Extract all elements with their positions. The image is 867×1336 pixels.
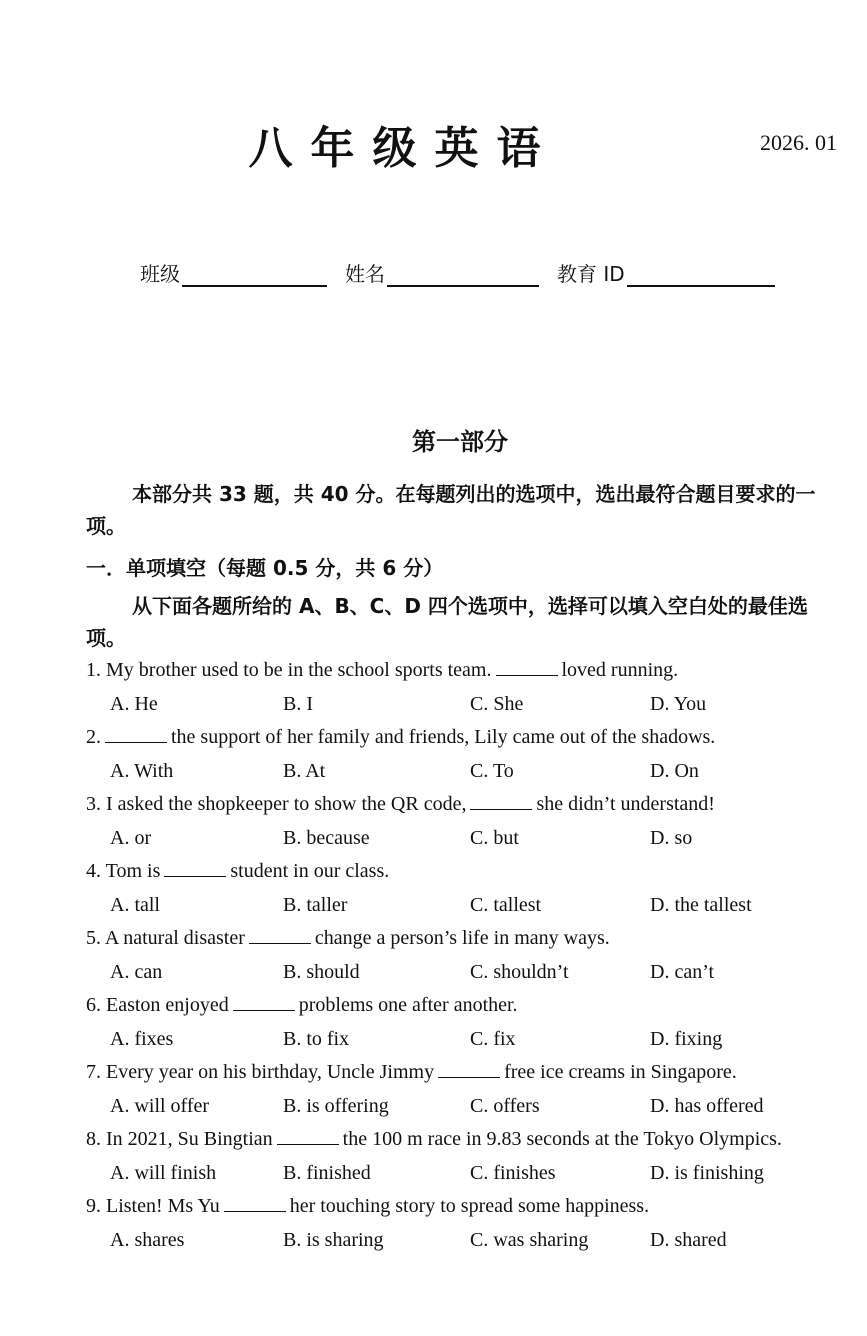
question-9 <box>86 1192 846 1220</box>
option-d[interactable]: D. shared <box>650 1229 727 1251</box>
option-a[interactable]: A. shares <box>110 1229 185 1251</box>
option-b[interactable]: B. At <box>283 760 326 782</box>
answer-blank <box>249 925 311 944</box>
answer-blank <box>470 791 532 810</box>
option-a[interactable]: A. He <box>110 693 158 715</box>
question-7 <box>86 1058 846 1086</box>
option-a[interactable]: A. fixes <box>110 1028 174 1050</box>
option-b[interactable]: B. I <box>283 693 313 715</box>
question-text: student in our class. <box>230 860 390 882</box>
question-text: the support of her family and friends, Lily came out of the shadows. <box>171 726 716 748</box>
option-b[interactable]: B. because <box>283 827 370 849</box>
class-blank-line[interactable] <box>182 263 327 287</box>
name-blank-line[interactable] <box>387 263 539 287</box>
option-b[interactable]: B. to fix <box>283 1028 350 1050</box>
option-c[interactable]: C. but <box>470 827 519 849</box>
class-label: 班级 <box>140 262 180 286</box>
answer-blank <box>438 1059 500 1078</box>
option-b[interactable]: B. is sharing <box>283 1229 384 1251</box>
option-d[interactable]: D. is finishing <box>650 1162 764 1184</box>
exam-date: 2026. 01 <box>760 130 837 155</box>
part-intro: 本部分共 33 题，共 40 分。在每题列出的选项中，选出最符合题目要求的一项。 <box>86 482 816 538</box>
answer-blank <box>105 724 167 743</box>
answer-blank <box>277 1126 339 1145</box>
question-8 <box>86 1125 846 1153</box>
option-a[interactable]: A. tall <box>110 894 160 916</box>
option-b[interactable]: B. finished <box>283 1162 371 1184</box>
question-text: free ice creams in Singapore. <box>504 1061 737 1083</box>
question-text: the 100 m race in 9.83 seconds at the Tokyo Olympics. <box>342 1128 782 1150</box>
name-label: 姓名 <box>345 262 385 286</box>
answer-blank <box>233 992 295 1011</box>
question-5 <box>86 924 846 952</box>
option-d[interactable]: D. has offered <box>650 1095 764 1117</box>
question-text: 8. In 2021, Su Bingtian <box>86 1128 273 1150</box>
option-c[interactable]: C. She <box>470 693 524 715</box>
option-c[interactable]: C. offers <box>470 1095 540 1117</box>
option-b[interactable]: B. should <box>283 961 360 983</box>
option-d[interactable]: D. fixing <box>650 1028 723 1050</box>
edu-id-blank-line[interactable] <box>627 263 775 287</box>
question-6 <box>86 991 846 1019</box>
exam-title: 八年级英语 <box>248 123 559 174</box>
edu-id-field[interactable] <box>557 258 775 287</box>
option-c[interactable]: C. was sharing <box>470 1229 589 1251</box>
question-text: loved running. <box>561 659 679 681</box>
question-text: her touching story to spread some happiness. <box>289 1195 650 1217</box>
class-field[interactable] <box>140 258 327 287</box>
question-text: change a person’s life in many ways. <box>314 927 610 949</box>
option-a[interactable]: A. or <box>110 827 152 849</box>
question-text: 9. Listen! Ms Yu <box>86 1195 220 1217</box>
name-field[interactable] <box>345 258 539 287</box>
option-b[interactable]: B. is offering <box>283 1095 389 1117</box>
question-4 <box>86 857 846 885</box>
section-instruction: 从下面各题所给的 A、B、C、D 四个选项中，选择可以填入空白处的最佳选项。 <box>86 594 808 650</box>
question-text: 1. My brother used to be in the school sports team. <box>86 659 492 681</box>
part-heading: 第一部分 <box>412 428 508 456</box>
option-c[interactable]: C. finishes <box>470 1162 556 1184</box>
question-text: 6. Easton enjoyed <box>86 994 229 1016</box>
option-a[interactable]: A. will offer <box>110 1095 210 1117</box>
option-d[interactable]: D. the tallest <box>650 894 752 916</box>
answer-blank <box>224 1193 286 1212</box>
answer-blank <box>164 858 226 877</box>
student-info-row <box>140 258 800 287</box>
question-text: 3. I asked the shopkeeper to show the QR code, <box>86 793 467 815</box>
option-a[interactable]: A. will finish <box>110 1162 217 1184</box>
question-2 <box>86 723 846 751</box>
option-c[interactable]: C. fix <box>470 1028 516 1050</box>
question-1 <box>86 656 846 684</box>
edu-id-label: 教育 ID <box>557 262 625 286</box>
question-text: she didn’t understand! <box>536 793 715 815</box>
option-c[interactable]: C. tallest <box>470 894 542 916</box>
option-d[interactable]: D. can’t <box>650 961 715 983</box>
option-d[interactable]: D. You <box>650 693 707 715</box>
question-text: 2. <box>86 726 101 748</box>
option-d[interactable]: D. so <box>650 827 693 849</box>
option-c[interactable]: C. shouldn’t <box>470 961 569 983</box>
question-text: 4. Tom is <box>86 860 161 882</box>
question-text: problems one after another. <box>298 994 518 1016</box>
question-text: 5. A natural disaster <box>86 927 245 949</box>
question-text: 7. Every year on his birthday, Uncle Jimmy <box>86 1061 435 1083</box>
option-a[interactable]: A. can <box>110 961 163 983</box>
answer-blank <box>496 657 558 676</box>
option-a[interactable]: A. With <box>110 760 174 782</box>
section-title: 一．单项填空（每题 0.5 分，共 6 分） <box>86 556 444 580</box>
option-c[interactable]: C. To <box>470 760 514 782</box>
option-d[interactable]: D. On <box>650 760 699 782</box>
question-3 <box>86 790 846 818</box>
option-b[interactable]: B. taller <box>283 894 348 916</box>
